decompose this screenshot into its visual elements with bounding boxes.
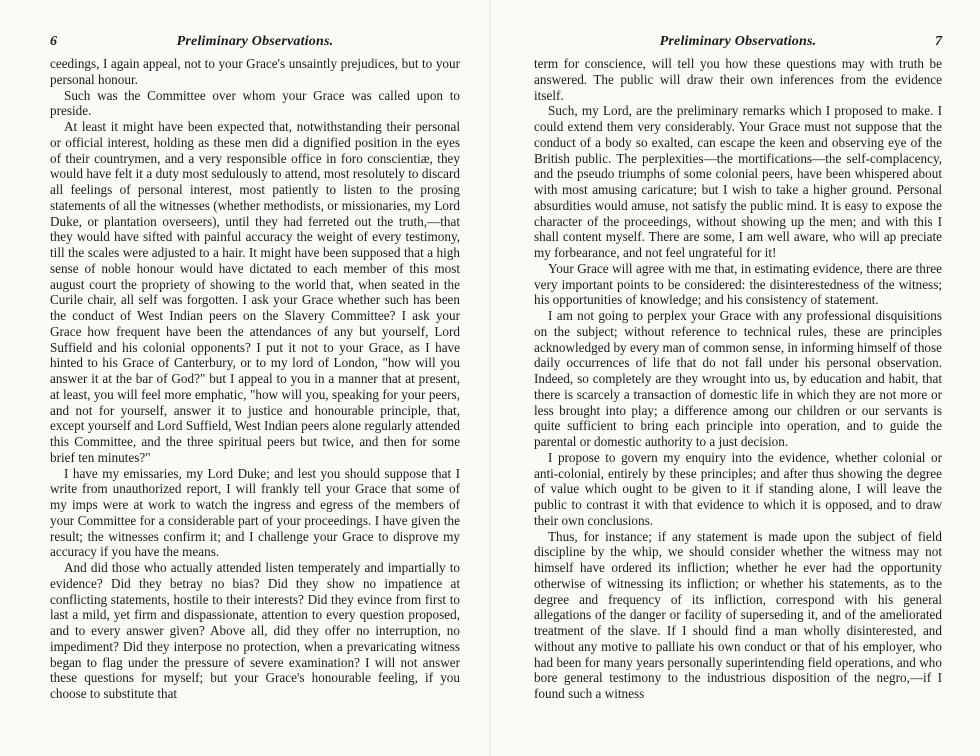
- page-number: 6: [50, 34, 57, 49]
- page-number: 7: [935, 34, 942, 49]
- paragraph: Your Grace will agree with me that, in estimating evidence, there are three very important points to be considered: the disinterestedness of the witness; his opportunities of knowledge; and his consistency of statement.: [534, 260, 942, 308]
- right-page: [490, 0, 980, 756]
- right-page-header: [534, 32, 942, 52]
- paragraph: And did those who actually attended listen temperately and impartially to evidence? Did they betray no bias? Did they show no impatience at conflicting statements, hostile to their interests? Did they evince from first to last a mild, yet firm and dispassionate, attention to every question proposed, and to every answer given? Above all, did they offer no interruption, no impediment? Did they interpose no protection, when a prevaricating witness began to flag under the pressure of severe examination? I will not answer these questions for myself; but your Grace's honourable feeling, if you choose to substitute that: [50, 560, 460, 701]
- paragraph: I propose to govern my enquiry into the evidence, whether colonial or anti-colonial, entirely by these principles; and after thus showing the degree of value which ought to be given to it if standing alone, I will leave the public to contrast it with that evidence to which it is opposed, and to draw their own conclusions.: [534, 449, 942, 528]
- paragraph: Such, my Lord, are the preliminary remarks which I proposed to make. I could extend them very considerably. Your Grace must not suppose that the conduct of a body so exalted, can escape the keen and observing eye of the British public. The perplexities—the mortifications—the self-complacency, and the pseudo triumphs of some colonial peers, have been whispered about with most amusing caricature; but I wish to take a higher ground. Personal absurdities would amuse, not satisfy the public mind. It is easy to expose the character of the proceedings, without showing up the men; and with this I shall content myself. There are some, I am well aware, who will ap preciate my forbearance, and not feel ungrateful for it!: [534, 103, 942, 260]
- paragraph: term for conscience, will tell you how these questions may with truth be answered. The public will draw their own inferences from the evidence itself.: [534, 56, 942, 103]
- paragraph: I have my emissaries, my Lord Duke; and lest you should suppose that I write from unauthorized report, I will frankly tell your Grace that some of my imps were at work to watch the ingress and egress of the members of your Committee for a considerable part of your proceedings. I have given the result; the witnesses confirm it; and I challenge your Grace to disprove my accuracy if you have the means.: [50, 465, 460, 560]
- running-head: Preliminary Observations.: [176, 34, 334, 49]
- paragraph: Thus, for instance; if any statement is made upon the subject of field discipline by the whip, we should consider whether the witness may not himself have ordered its infliction; whether he ever had the opportunity otherwise of witnessing its infliction; or whether his statements, as to the degree and frequency of its infliction, correspond with his general allegations of the danger or facility of superseding it, and of the ameliorated treatment of the slave. If I should find a man wholly disinterested, and without any motive to palliate his own conduct or that of his employer, who had been for many years personally superintending field operations, and who bore general testimony to the industrious disposition of the negro,—if I found such a witness: [534, 528, 942, 701]
- paragraph: Such was the Committee over whom your Grace was called upon to preside.: [50, 87, 460, 119]
- paragraph: I am not going to perplex your Grace with any professional disquisitions on the subject; without reference to technical rules, these are principles acknowledged by every man of common sense, in informing himself of those daily occurrences of life that do not fall under his personal observation. Indeed, so completely are they wrought into us, by education and habit, that there is scarcely a transaction of domestic life in which they are not more or less brought into play; a difference among our children or our servants is quite sufficient to bring each principle into operation, and to guide the parental or domestic authority to a just decision.: [534, 308, 942, 449]
- left-page-header: [50, 32, 460, 52]
- running-head: Preliminary Observations.: [659, 34, 817, 49]
- paragraph: At least it might have been expected that, notwithstanding their personal or official interest, holding as these men did a dignified position in the eyes of their countrymen, and a very responsible office in foro conscientiæ, they would have felt it a duty most sedulously to attend, most resolutely to discard all feelings of personal interest, most patiently to listen to the prosing statements of all the witnesses (whether methodists, or missionaries, my Lord Duke, or plantation overseers), until they had ferreted out the truth,—that they would have sifted with painful accuracy the weight of every testimony, till the scales were adjusted to a hair. It might have been supposed that a high sense of noble honour would have dictated to each member of this most august court the propriety of showing to the world that, when seated in the Curile chair, all self was forgotten. I ask your Grace whether such has been the conduct of West Indian peers on the Slavery Committee? I ask your Grace how frequent have been the attendances of any but yourself, Lord Suffield and his colonial opponents? I put it not to your Grace, as I have hinted to his Grace of Canterbury, or to my lord of London, "how will you answer it at the bar of God?" but I appeal to you in a manner that at present, at least, you will feel more emphatic, "how will you, speaking for your peers, and not for yourself, answer it to justice and honourable principle, that, except yourself and Lord Suffield, West Indian peers alone regularly attended this Committee, and the three spiritual peers but twice, and then for some brief ten minutes?": [50, 119, 460, 465]
- paragraph: ceedings, I again appeal, not to your Grace's unsaintly prejudices, but to your personal honour.: [50, 56, 460, 87]
- left-page-text: [50, 56, 460, 702]
- right-page-text: [534, 56, 942, 702]
